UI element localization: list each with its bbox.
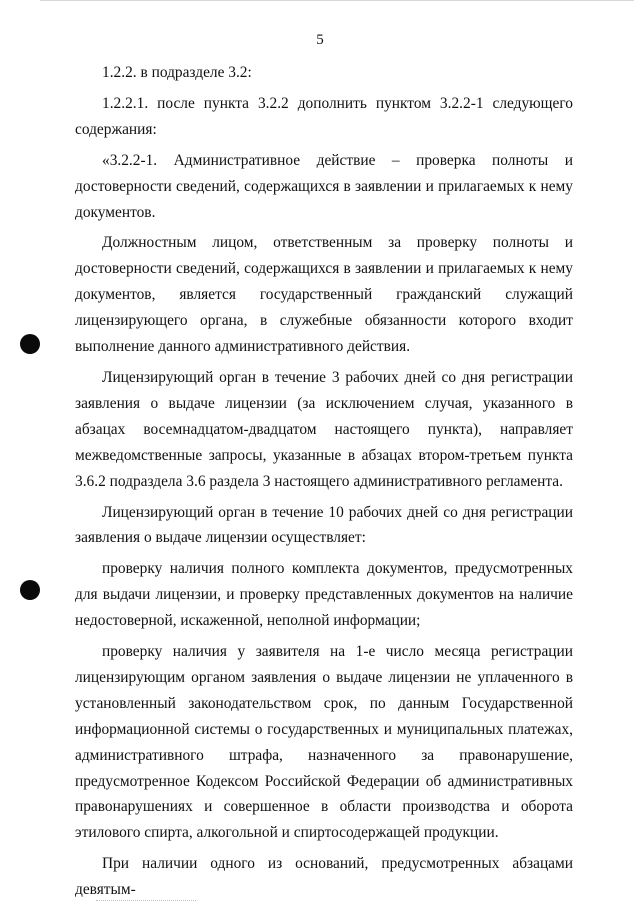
- page-number: 5: [316, 32, 324, 48]
- page-bottom-edge: [96, 900, 196, 903]
- page-top-edge: [40, 0, 634, 1]
- paragraph-fine-check: проверку наличия у заявителя на 1-е число месяца регистрации лицензирующим органом заявления о выдаче лицензии не уплаченного в установленный законодательством срок, по данным Государственной информационной системы о государственных и муниципальных платежах, административного штрафа, назначенного за правонарушение, предусмотренное Кодексом Российской Федерации об административных правонарушениях и совершенное в области производства и оборота этилового спирта, алкогольной и спиртосодержащей продукции.: [75, 643, 573, 842]
- paragraph-administrative-action: «3.2.2-1. Административное действие – проверка полноты и достоверности сведений, содержащихся в заявлении и прилагаемых к нему документов.: [75, 151, 573, 221]
- paragraph-documents-check: проверку наличия полного комплекта документов, предусмотренных для выдачи лицензии, и проверку представленных документов на наличие недостоверной, искаженной, неполной информации;: [75, 560, 573, 630]
- paragraph-amendment-instruction: 1.2.2.1. после пункта 3.2.2 дополнить пунктом 3.2.2-1 следующего содержания:: [75, 94, 573, 138]
- punch-hole: [20, 580, 40, 600]
- punch-hole: [20, 334, 40, 354]
- paragraph-interagency-requests: Лицензирующий орган в течение 3 рабочих дней со дня регистрации заявления о выдаче лицензии (за исключением случая, указанного в абзацах восемнадцатом-двадцатом настоящего пункта), направляет межведомственные запросы, указанные в абзацах втором-третьем пункта 3.6.2 подраздела 3.6 раздела 3 настоящего административного регламента.: [75, 368, 573, 490]
- paragraph-verification-intro: Лицензирующий орган в течение 10 рабочих дней со дня регистрации заявления о выдаче лицензии осуществляет:: [75, 503, 573, 547]
- paragraph-subsection-heading: 1.2.2. в подразделе 3.2:: [102, 64, 252, 81]
- document-body: [75, 60, 573, 903]
- paragraph-grounds: При наличии одного из оснований, предусмотренных абзацами девятым-: [75, 855, 573, 899]
- paragraph-responsible-official: Должностным лицом, ответственным за проверку полноты и достоверности сведений, содержащихся в заявлении и прилагаемых к нему документов, является государственный гражданский служащий лицензирующего органа, в служебные обязанности которого входит выполнение данного административного действия.: [75, 234, 573, 356]
